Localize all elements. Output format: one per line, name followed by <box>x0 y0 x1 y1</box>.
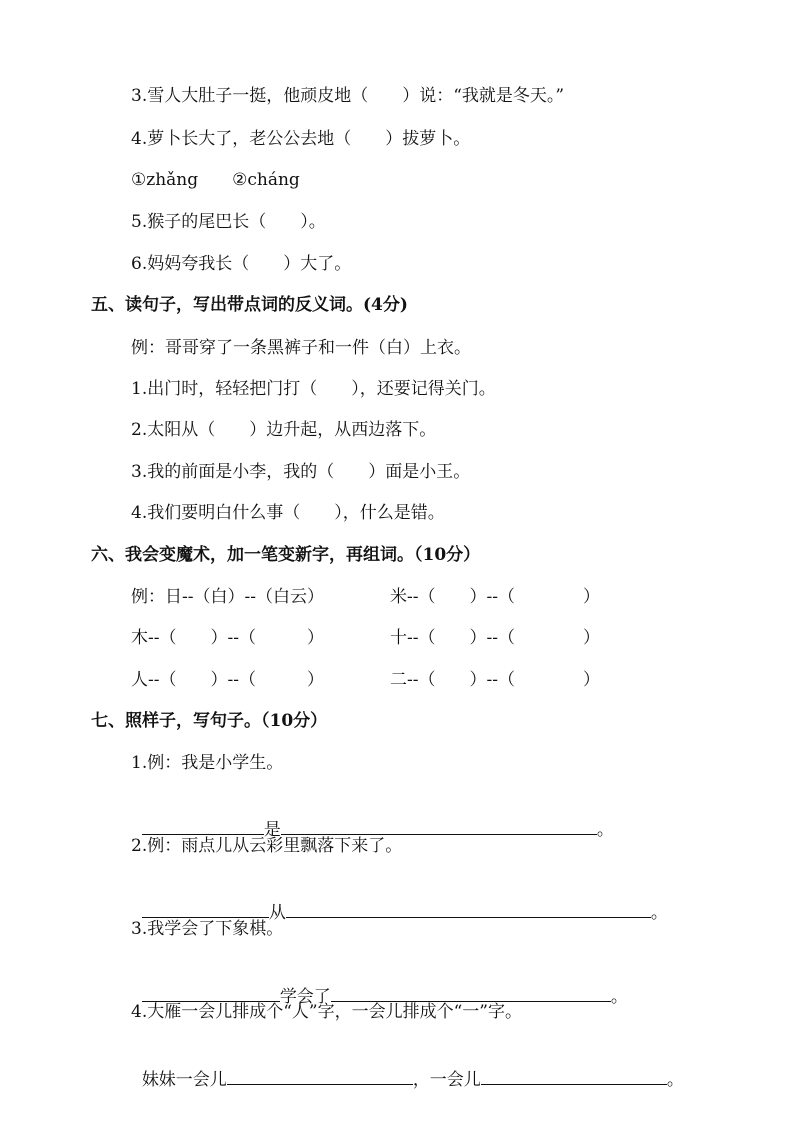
answer-blank[interactable] <box>286 899 651 918</box>
question-4-5: 5.猴子的尾巴长（ ）。 <box>131 212 326 232</box>
answer-word: 是 <box>263 820 281 840</box>
answer-blank[interactable] <box>142 899 269 918</box>
answer-end: 。 <box>610 987 628 1007</box>
question-4-6: 6.妈妈夸我长（ ）大了。 <box>131 254 352 274</box>
example-7-2: 2.例：雨点儿从云彩里飘落下来了。 <box>131 836 403 856</box>
section-6-heading: 六、我会变魔术，加一笔变新字，再组词。（10分） <box>91 545 481 565</box>
answer-end: 。 <box>650 903 668 923</box>
question-5-3: 3.我的前面是小李，我的（ ）面是小王。 <box>131 462 471 482</box>
magic-row-2-right: 十--（ ）--（ ） <box>390 628 600 648</box>
section-5-example: 例：哥哥穿了一条黑裤子和一件（白）上衣。 <box>131 338 471 358</box>
answer-blank[interactable] <box>281 816 597 835</box>
example-7-4: 4.大雁一会儿排成个“人”字，一会儿排成个“一”字。 <box>131 1002 522 1022</box>
answer-end: 。 <box>596 820 614 840</box>
section-7-heading: 七、照样子，写句子。（10分） <box>91 711 328 731</box>
answer-word: 从 <box>268 903 286 923</box>
magic-row-1-left: 例：日--（白）--（白云） <box>131 587 324 607</box>
pinyin-options: ①zhǎng ②cháng <box>131 170 300 190</box>
answer-blank[interactable] <box>227 1066 413 1085</box>
magic-row-1-right: 米--（ ）--（ ） <box>390 587 600 607</box>
answer-end: 。 <box>666 1070 684 1090</box>
magic-row-2-left: 木--（ ）--（ ） <box>131 628 324 648</box>
answer-blank[interactable] <box>142 816 264 835</box>
magic-row-3-left: 人--（ ）--（ ） <box>131 670 324 690</box>
question-4-4: 4.萝卜长大了，老公公去地（ ）拔萝卜。 <box>131 129 471 149</box>
example-7-3: 3.我学会了下象棋。 <box>131 919 284 939</box>
answer-word: 学会了 <box>279 987 331 1007</box>
answer-line-7-4 <box>131 1042 684 1092</box>
example-7-1: 1.例：我是小学生。 <box>131 753 284 773</box>
answer-start: 妹妹一会儿 <box>141 1070 227 1090</box>
question-5-4: 4.我们要明白什么事（ ），什么是错。 <box>131 503 445 523</box>
question-5-1: 1.出门时，轻轻把门打（ ），还要记得关门。 <box>131 379 496 399</box>
question-4-3: 3.雪人大肚子一挺，他顽皮地（ ）说：“我就是冬天。” <box>131 86 565 106</box>
section-5-heading: 五、读句子，写出带点词的反义词。(4分) <box>91 295 408 315</box>
question-5-2: 2.太阳从（ ）边升起，从西边落下。 <box>131 420 437 440</box>
answer-blank[interactable] <box>481 1066 667 1085</box>
magic-row-3-right: 二--（ ）--（ ） <box>390 670 600 690</box>
answer-mid: ，一会儿 <box>412 1070 481 1090</box>
